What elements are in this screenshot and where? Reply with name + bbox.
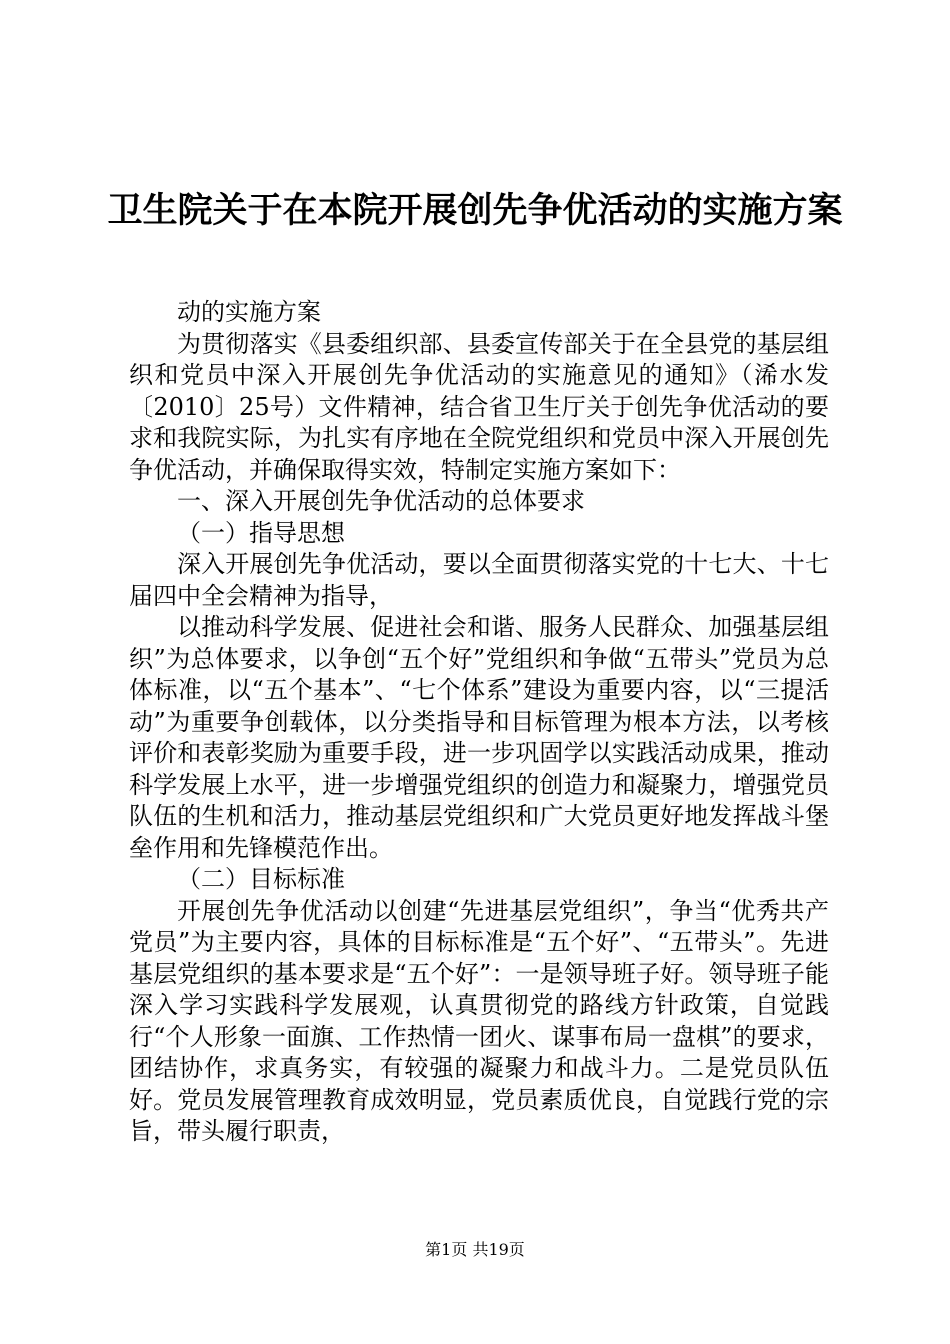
page-footer: 第1页 共19页 (425, 1240, 525, 1259)
document-title: 卫生院关于在本院开展创先争优活动的实施方案 (107, 191, 843, 231)
section-heading: 一、深入开展创先争优活动的总体要求 (177, 487, 585, 515)
paragraph: 为贯彻落实《县委组织部、县委宣传部关于在全县党的基层组织和党员中深入开展创先争优活动的实施意见的通知》（浠水发〔2010〕25号）文件精神，结合省卫生厅关于创先争优活动的要求和我院实际，为扎实有序地在全院党组织和党员中深入开展创先争优活动，并确保取得实效，特制定实施方案如下： (129, 329, 829, 484)
document-body (129, 297, 829, 1148)
paragraph: 动的实施方案 (177, 298, 321, 326)
paragraph: 以推动科学发展、促进社会和谐、服务人民群众、加强基层组织”为总体要求，以争创“五个好”党组织和争做“五带头”党员为总体标准，以“五个基本”、“七个体系”建设为重要内容，以“三提活动”为重要争创载体，以分类指导和目标管理为根本方法，以考核评价和表彰奖励为重要手段，进一步巩固学以实践活动成果，推动科学发展上水平，进一步增强党组织的创造力和凝聚力，增强党员队伍的生机和活力，推动基层党组织和广大党员更好地发挥战斗堡垒作用和先锋模范作出。 (129, 613, 829, 862)
subsection-heading: （二）目标标准 (177, 865, 345, 893)
subsection-heading: （一）指导思想 (177, 518, 345, 547)
paragraph: 开展创先争优活动以创建“先进基层党组织”，争当“优秀共产党员”为主要内容，具体的目标标准是“五个好”、“五带头”。先进基层党组织的基本要求是“五个好”：一是领导班子好。领导班子能深入学习实践科学发展观，认真贯彻党的路线方针政策，自觉践行“个人形象一面旗、工作热情一团火、谋事布局一盘棋”的要求，团结协作，求真务实，有较强的凝聚力和战斗力。二是党员队伍好。党员发展管理教育成效明显，党员素质优良，自觉践行党的宗旨，带头履行职责， (129, 896, 829, 1145)
paragraph: 深入开展创先争优活动，要以全面贯彻落实党的十七大、十七届四中全会精神为指导， (129, 550, 829, 610)
